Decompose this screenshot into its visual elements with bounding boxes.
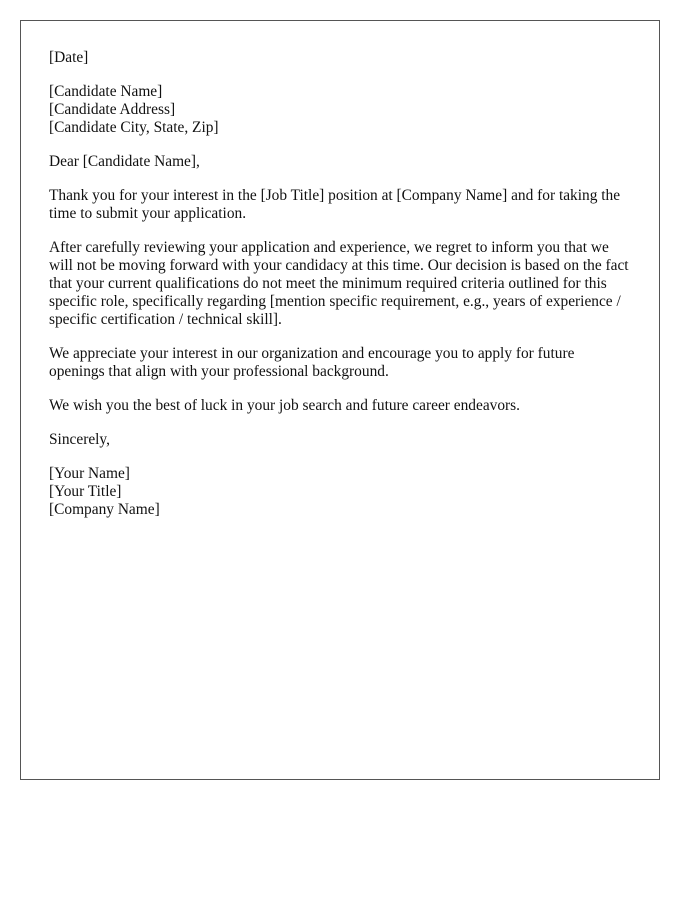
letter-date: [Date] (49, 49, 89, 66)
salutation-block (49, 153, 631, 171)
recipient-address: [Candidate Address] (49, 101, 176, 118)
letter-body (49, 49, 631, 535)
body-paragraph: We appreciate your interest in our organization and encourage you to apply for future openings that align with your professional background. (49, 345, 575, 380)
recipient-address-block (49, 83, 631, 137)
letter-page (20, 20, 660, 780)
salutation: Dear [Candidate Name], (49, 153, 200, 170)
paragraph-encourage (49, 345, 631, 381)
recipient-city-state-zip: [Candidate City, State, Zip] (49, 119, 219, 136)
signature-company: [Company Name] (49, 501, 160, 518)
paragraph-well-wishes (49, 397, 631, 415)
closing-block (49, 431, 631, 449)
signature-block (49, 465, 631, 519)
body-paragraph: We wish you the best of luck in your job search and future career endeavors. (49, 397, 520, 414)
date-block (49, 49, 631, 67)
body-paragraph: Thank you for your interest in the [Job Title] position at [Company Name] and for taking the time to submit your application. (49, 187, 621, 222)
signature-name: [Your Name] (49, 465, 130, 482)
signature-title: [Your Title] (49, 483, 122, 500)
paragraph-decision (49, 239, 631, 329)
recipient-name: [Candidate Name] (49, 83, 163, 100)
closing: Sincerely, (49, 431, 110, 448)
paragraph-thanks (49, 187, 631, 223)
body-paragraph: After carefully reviewing your application and experience, we regret to inform you that we will not be moving forward with your candidacy at this time. Our decision is based on the fact that your current qualifications do not meet the minimum required criteria outlined for this specific role, specifically regarding [mention specific requirement, e.g., years of experience / specific certification / technical skill]. (49, 239, 629, 328)
